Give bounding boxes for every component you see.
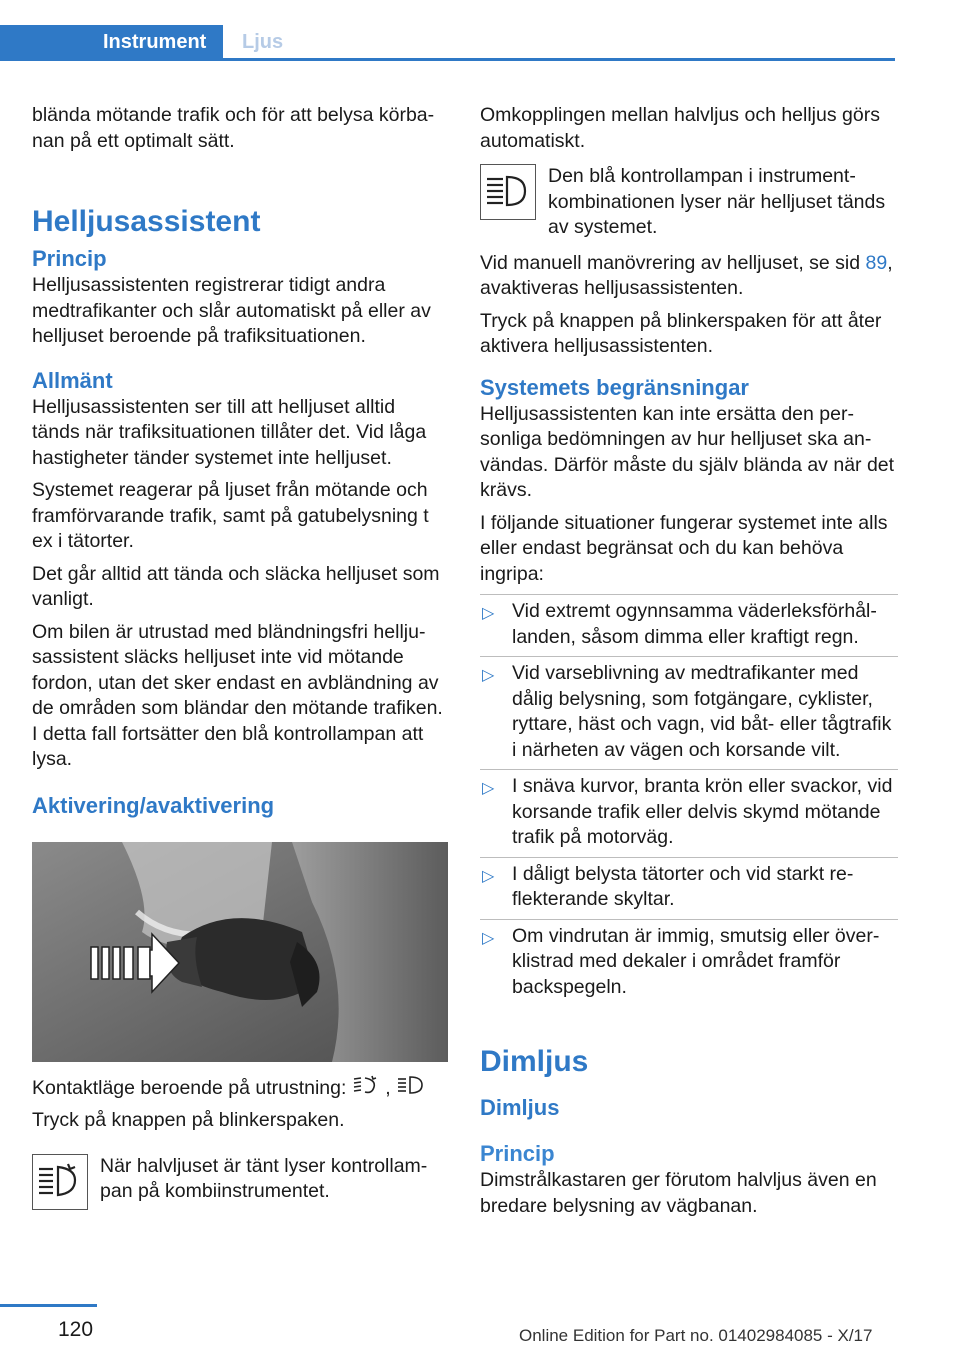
note-bla-kontrollampa	[480, 164, 898, 241]
high-beam-assistant-icon	[352, 1074, 380, 1104]
tab-ljus[interactable]: Ljus	[242, 31, 284, 53]
header-bar	[0, 0, 960, 62]
heading-princip: Princip	[32, 246, 107, 271]
triangle-bullet-icon: ▷	[482, 780, 495, 797]
subsection-title-dimljus: Dimljus	[480, 1095, 560, 1120]
tryck-ater-paragraph: Tryck på knappen på blinkerspaken för att åter aktivera helljusassistenten.	[480, 309, 882, 357]
note-halvljus	[32, 1154, 448, 1210]
kontaktlage-paragraph	[32, 1074, 448, 1104]
allmant-paragraph-1: Helljusassistenten ser till att helljuset alltid tänds när trafiksituationen tillåter det. Vid låga hastigheter tänder systemet inte helljuset.	[32, 395, 427, 469]
heading-allmant: Allmänt	[32, 367, 113, 393]
note-bla-text: Den blå kontrollampan i instrumentkombinationen lyser när helljuset tänds av systemet.	[548, 165, 886, 238]
list-item	[480, 919, 898, 1007]
intro-paragraph: blända mötande trafik och för att belysa körbanan på ett optimalt sätt.	[32, 104, 435, 152]
manuell-paragraph	[480, 251, 898, 302]
tab-instrument-label: Instrument	[103, 31, 207, 53]
heading-begransningar: Systemets begränsningar	[480, 374, 749, 400]
list-item	[480, 594, 898, 656]
high-beam-indicator-icon	[480, 164, 536, 220]
list-item-text: Vid varseblivning av medtrafikanter med dålig belysning, som fotgängare, cyklister, ryttare, häst och vagn, vid båt- eller tågtrafik i närheten av vägen och korsande vilt.	[512, 662, 892, 761]
allmant-paragraph-2: Systemet reagerar på ljuset från mötande och framförvarande trafik, samt på gatubelysning t ex i tätorter.	[32, 479, 429, 552]
kontaktlage-separator: ,	[385, 1076, 391, 1099]
left-column	[32, 103, 448, 1217]
section-title-dimljus: Dimljus	[480, 1045, 589, 1078]
begransningar-paragraph-2: I följande situationer fungerar systemet inte alls eller endast begränsat och du kan behöva ingripa:	[480, 511, 888, 585]
allmant-paragraph-3: Det går alltid att tända och släcka helljuset som vanligt.	[32, 562, 440, 610]
note-halvljus-text: När halvljuset är tänt lyser kontrollampan på kombiinstrumentet.	[100, 1154, 428, 1202]
princip-paragraph: Helljusassistenten registrerar tidigt andra medtrafikanter och slår automatiskt på eller av helljuset beroende på trafiksituationen.	[32, 274, 431, 347]
list-item-text: I snäva kurvor, branta krön eller svackor, vid korsande trafik eller delvis skymd mötande trafik på motorväg.	[512, 775, 893, 848]
limitations-list	[480, 594, 898, 1006]
tryck-paragraph: Tryck på knappen på blinkerspaken.	[32, 1109, 345, 1131]
manuell-text-post: , avaktiveras helljusassistenten.	[480, 251, 893, 299]
stalk-illustration	[32, 842, 448, 1062]
list-item	[480, 769, 898, 857]
triangle-bullet-icon: ▷	[482, 867, 495, 885]
triangle-bullet-icon: ▷	[482, 667, 495, 684]
allmant-paragraph-4: Om bilen är utrustad med bländningsfri helljusassistent släcks helljuset inte vid mötande fordon, utan det sker endast en avbländning av de områden som bländar den mötande trafiken. I detta fall fortsätter den blå kontrollampan att lysa.	[32, 620, 443, 770]
begransningar-paragraph-1: Helljusassistenten kan inte ersätta den personliga bedömningen av hur helljuset ska användas. Därför måste du själv blända av när det krävs.	[480, 402, 895, 501]
list-item	[480, 656, 898, 769]
turn-signal-stalk-photo	[32, 842, 448, 1062]
edition-footer: Online Edition for Part no. 01402984085 - X/17	[519, 1326, 873, 1345]
omkoppling-paragraph: Omkopplingen mellan halvljus och helljus görs automatiskt.	[480, 104, 880, 152]
list-item-text: Vid extremt ogynnsamma väderleksförhållanden, såsom dimma eller kraftigt regn.	[512, 600, 877, 648]
heading-aktivering: Aktivering/avaktivering	[32, 792, 275, 818]
triangle-bullet-icon: ▷	[482, 929, 495, 947]
header-rule	[223, 58, 895, 61]
list-item	[480, 857, 898, 919]
page-number: 120	[58, 1318, 94, 1341]
list-item-text: I dåligt belysta tätorter och vid starkt reflekterande skyltar.	[512, 862, 854, 910]
manuell-text-pre: Vid manuell manövrering av helljuset, se sid	[480, 251, 861, 274]
right-column	[480, 103, 898, 1226]
high-beam-assistant-indicator-icon	[32, 1154, 88, 1210]
high-beam-icon	[396, 1074, 424, 1104]
heading-princip-dimljus: Princip	[480, 1141, 555, 1166]
dimljus-princip-paragraph: Dimstrålkastaren ger förutom halvljus även en bredare belysning av vägbanan.	[480, 1169, 877, 1217]
tab-instrument[interactable]	[0, 25, 223, 61]
kontaktlage-text: Kontaktläge beroende på utrustning:	[32, 1076, 347, 1099]
page-link-89[interactable]: 89	[865, 251, 888, 274]
page-number-rule	[0, 1304, 97, 1307]
triangle-bullet-icon: ▷	[482, 605, 495, 622]
list-item-text: Om vindrutan är immig, smutsig eller överklistrad med dekaler i området framför backspegeln.	[512, 924, 880, 998]
section-title-helljusassistent: Helljusassistent	[32, 205, 261, 238]
